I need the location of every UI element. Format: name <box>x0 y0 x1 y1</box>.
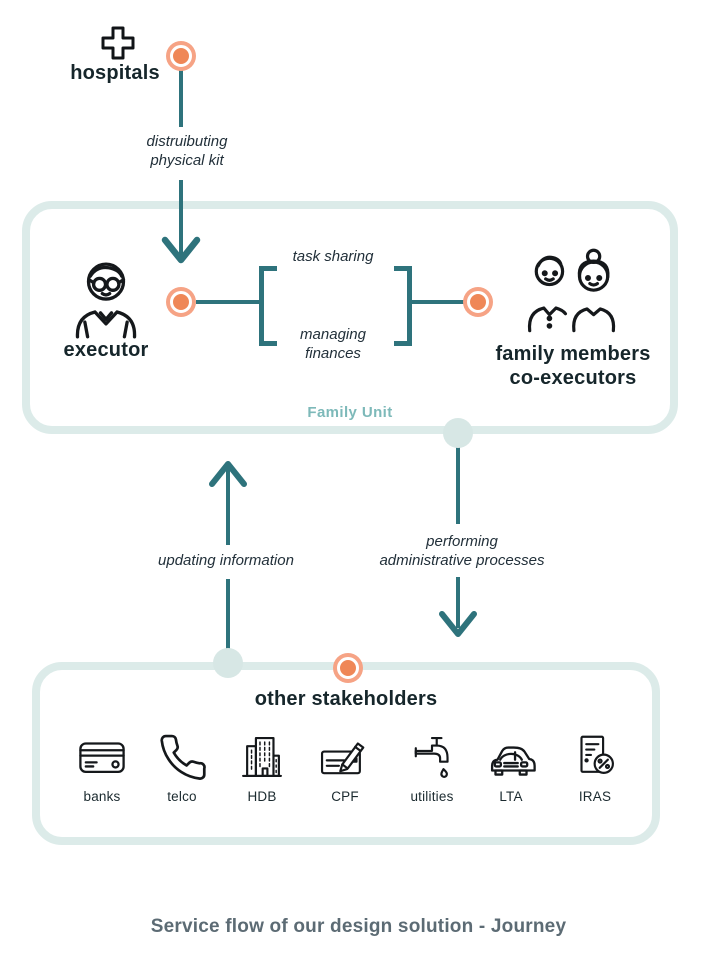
stakeholder-label: IRAS <box>578 789 612 804</box>
arrowhead-down-icon <box>161 236 201 264</box>
hospital-cross-icon <box>98 23 138 63</box>
building-icon <box>235 730 289 784</box>
stakeholder-item-lta <box>471 730 551 804</box>
connector-dot-stakeholders <box>333 653 363 683</box>
connector-line <box>196 300 259 304</box>
stakeholder-item-iras <box>555 730 635 804</box>
stakeholder-item-banks <box>62 730 142 804</box>
connector-dot-family <box>463 287 493 317</box>
flow-label-distributing: distruibuting physical kit <box>146 133 228 169</box>
family-couple-icon <box>520 246 624 340</box>
connector-dot-core <box>467 291 489 313</box>
flow-label-performing: performing administrative processes <box>379 533 545 569</box>
stakeholder-label: banks <box>83 789 121 804</box>
connector-dot-hospitals <box>166 41 196 71</box>
junction-circle <box>443 418 473 448</box>
connector-line <box>226 579 230 651</box>
stakeholder-item-hdb <box>222 730 302 804</box>
connector-line <box>226 467 230 545</box>
family-unit-box-label: Family Unit <box>307 404 393 421</box>
arrowhead-down-icon <box>439 611 477 637</box>
connector-line <box>456 444 460 524</box>
family-members-label: family members co-executors <box>495 343 651 389</box>
stakeholder-label: utilities <box>410 789 454 804</box>
cheque-pen-icon <box>318 730 372 784</box>
car-icon <box>484 730 538 784</box>
connector-dot-core <box>337 657 359 679</box>
connector-line <box>407 300 465 304</box>
connector-dot-core <box>170 291 192 313</box>
stakeholder-label: HDB <box>247 789 277 804</box>
flow-label-updating: updating information <box>158 552 294 569</box>
other-stakeholders-label: other stakeholders <box>254 688 438 710</box>
stakeholder-item-telco <box>142 730 222 804</box>
stakeholder-label: LTA <box>499 789 523 804</box>
executor-label: executor <box>63 339 149 361</box>
junction-circle <box>213 648 243 678</box>
flow-label-managing-finances: managing finances <box>300 326 366 362</box>
flow-label-task-sharing: task sharing <box>292 248 374 265</box>
tax-document-icon <box>568 730 622 784</box>
phone-handset-icon <box>155 730 209 784</box>
stakeholder-label: CPF <box>331 789 359 804</box>
connector-dot-executor <box>166 287 196 317</box>
diagram-caption: Service flow of our design solution - Journey <box>150 916 567 937</box>
stakeholder-item-cpf <box>305 730 385 804</box>
bracket-right <box>394 266 412 346</box>
connector-line <box>179 70 183 127</box>
stakeholder-label: telco <box>167 789 197 804</box>
water-tap-icon <box>405 730 459 784</box>
hospitals-label: hospitals <box>70 62 160 84</box>
connector-dot-core <box>170 45 192 67</box>
executor-person-icon <box>60 254 152 346</box>
stakeholder-item-utilities <box>392 730 472 804</box>
credit-card-icon <box>75 730 129 784</box>
